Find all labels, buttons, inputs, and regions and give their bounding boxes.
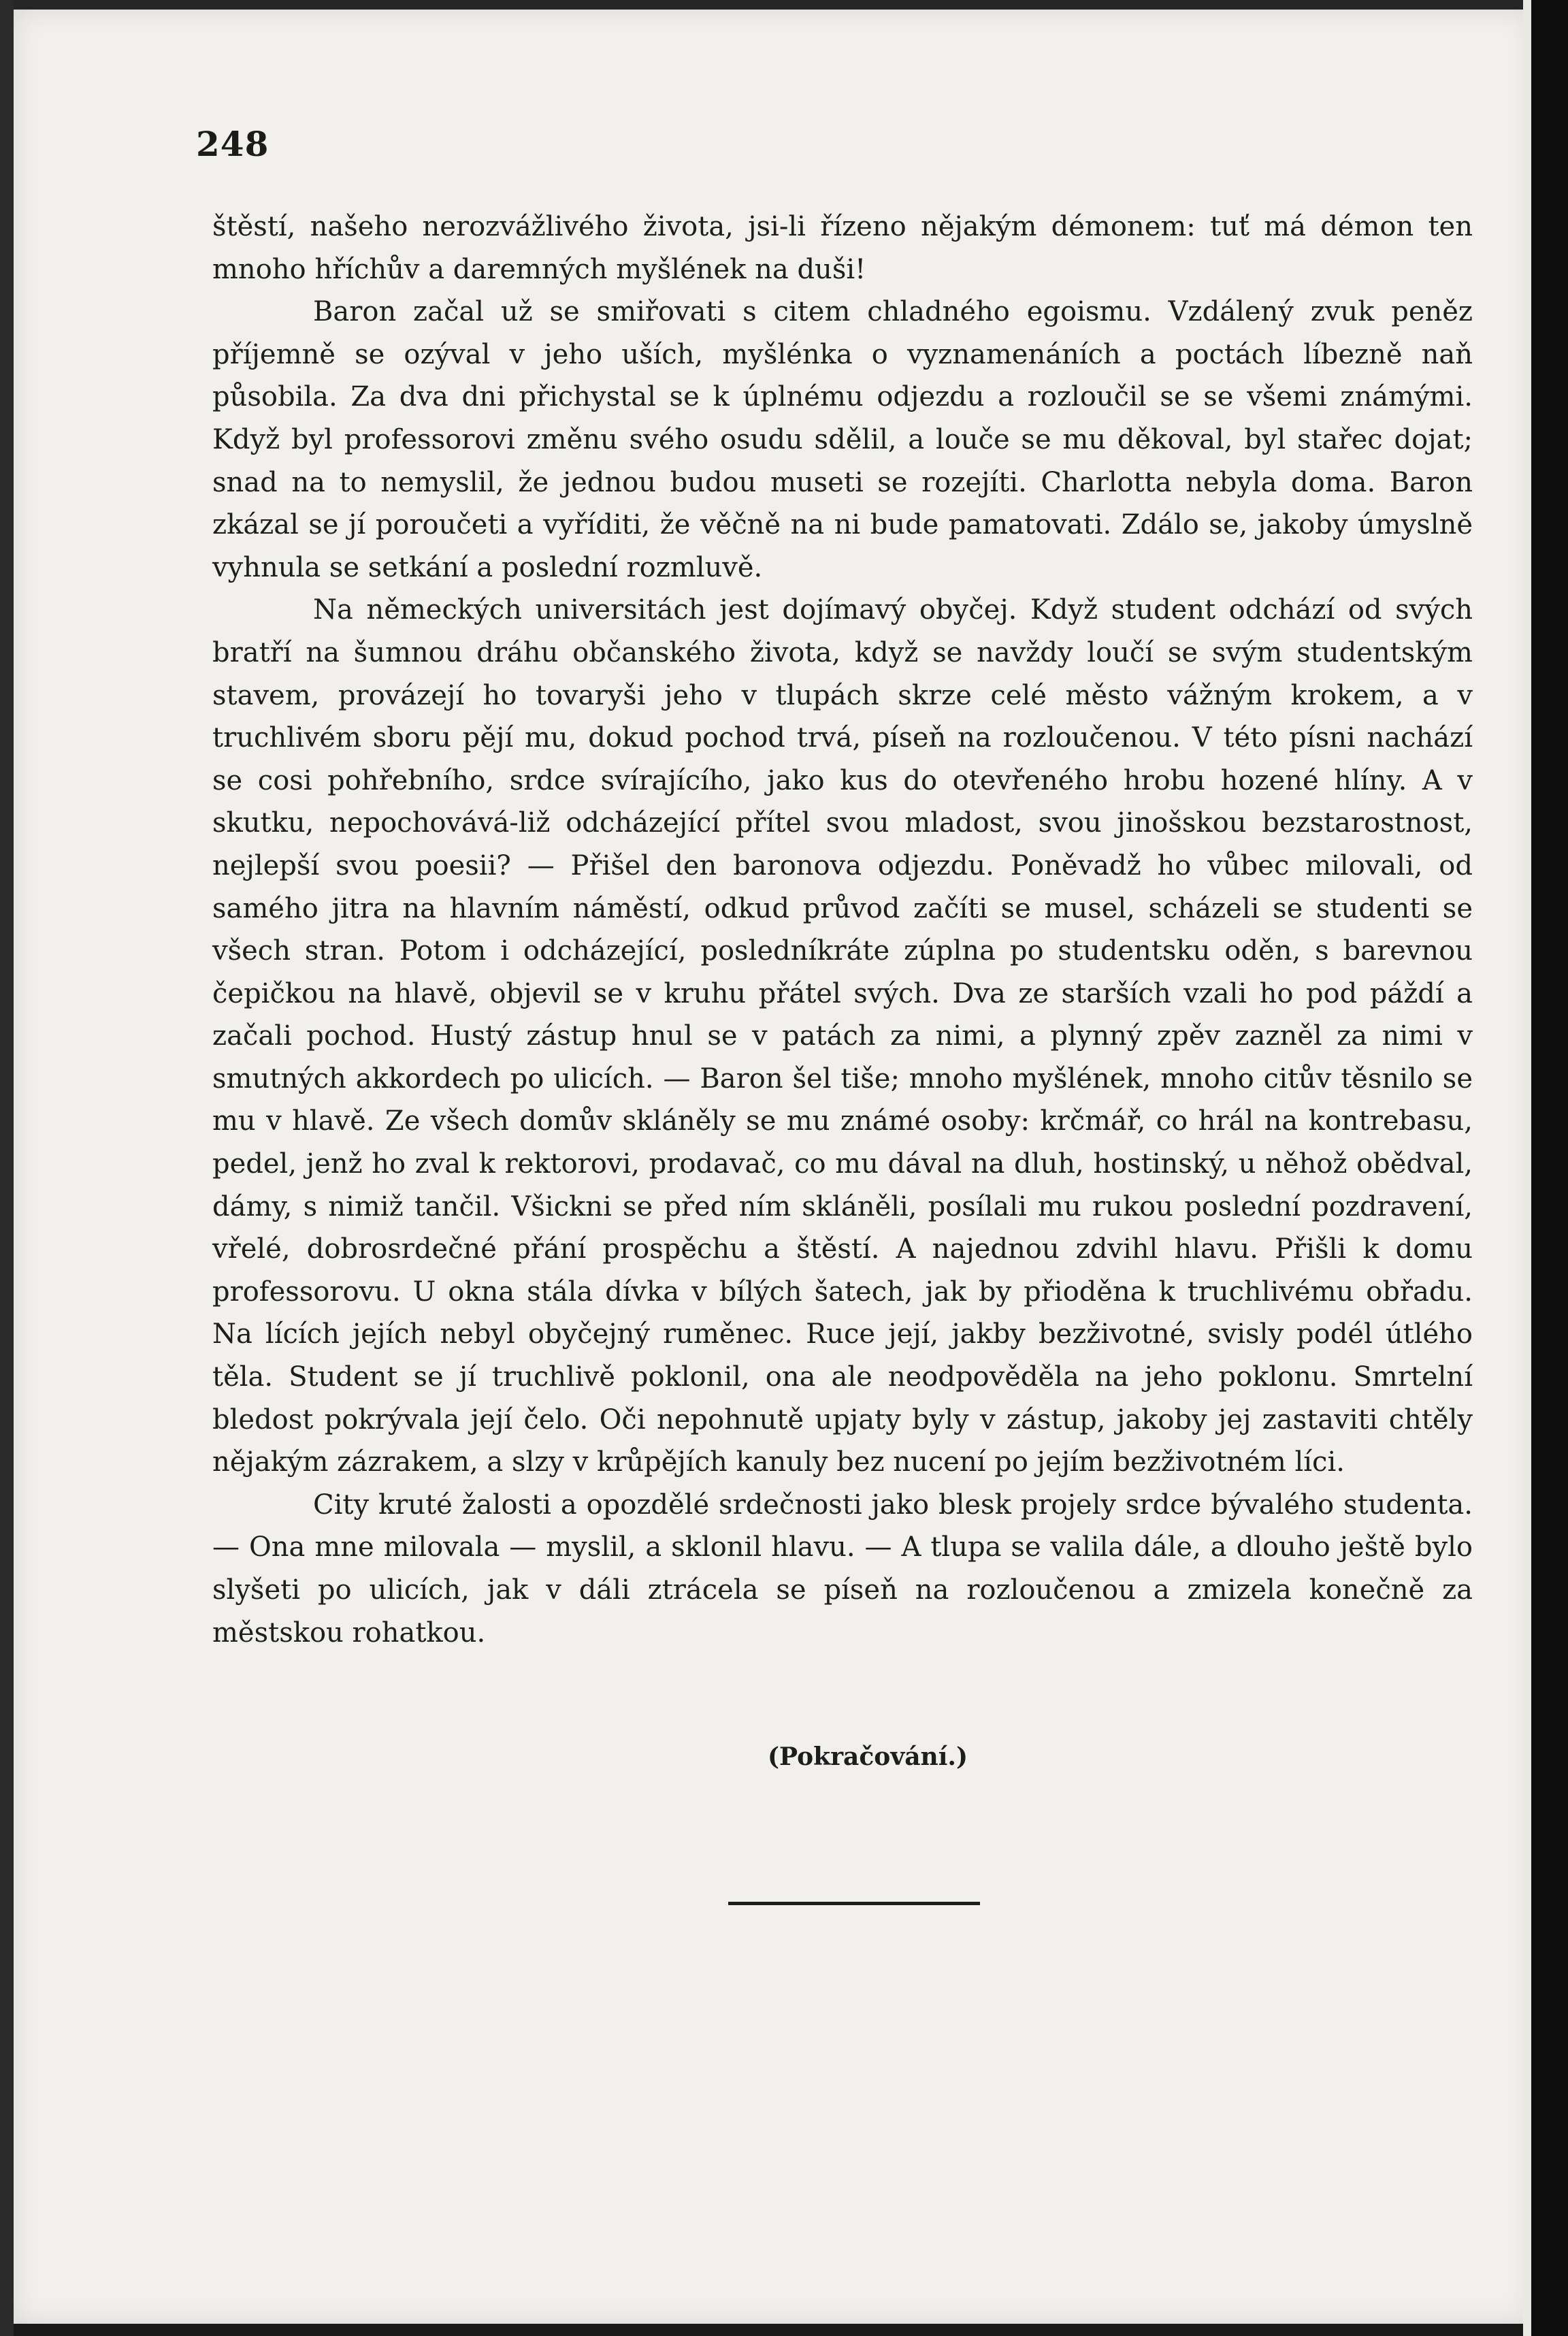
scan-top-edge	[0, 0, 1568, 10]
paragraph-1: štěstí, našeho nerozvážlivého života, jsi-li řízeno nějakým démonem: tuť má démon ten mnoho hříchův a daremných myšlének na duši!	[212, 211, 1473, 285]
paragraph-2: Baron začal už se smiřovati s citem chladného egoismu. Vzdálený zvuk peněz příjemně se ozýval v jeho uších, myšlénka o vyznamenáních a poctách líbezně naň působila. Za dva dni přichystal se k úplnému odjezdu a rozloučil se se všemi známými. Když byl professorovi změnu svého osudu sdělil, a louče se mu děkoval, byl stařec dojat; snad na to nemyslil, že jednou budou museti se rozejíti. Charlotta nebyla doma. Baron zkázal se jí poroučeti a vyříditi, že věčně na ni bude pamatovati. Zdálo se, jakoby úmyslně vyhnula se setkání a poslední rozmluvě.	[212, 296, 1473, 583]
scan-left-edge	[0, 0, 14, 2336]
scan-right-edge	[1531, 0, 1568, 2336]
paragraph-4: City kruté žalosti a opozdělé srdečnosti jako blesk projely srdce bývalého studenta. — Ona mne milovala — myslil, a sklonil hlavu. — A tlupa se valila dále, a dlouho ještě bylo slyšeti po ulicích, jak v dáli ztrácela se píseň na rozloučenou a zmizela konečně za městskou rohatkou.	[212, 1489, 1473, 1649]
book-page	[14, 10, 1531, 2324]
section-divider	[728, 1902, 980, 1905]
continuation-note: (Pokračování.)	[768, 1742, 968, 1771]
paragraph-3: Na německých universitách jest dojímavý obyčej. Když student odchází od svých bratří na šumnou dráhu občanského života, když se navždy loučí se svým studentským stavem, provázejí ho tovaryši jeho v tlupách skrze celé město vážným krokem, a v truchlivém sboru pějí mu, dokud pochod trvá, píseň na rozloučenou. V této písni nachází se cosi pohřebního, srdce svírajícího, jako kus do otevřeného hrobu hozené hlíny. A v skutku, nepochovává-liž odcházející přítel svou mladost, svou jinošskou bezstarostnost, nejlepší svou poesii? — Přišel den baronova odjezdu. Poněvadž ho vůbec milovali, od samého jitra na hlavním náměstí, odkud průvod začíti se musel, scházeli se studenti se všech stran. Potom i odcházející, posledníkráte zúplna po studentsku oděn, s barevnou čepičkou na hlavě, objevil se v kruhu přátel svých. Dva ze starších vzali ho pod páždí a začali pochod. Hustý zástup hnul se v patách za nimi, a plynný zpěv zazněl za nimi v smutných akkordech po ulicích. — Baron šel tiše; mnoho myšlének, mnoho citův těsnilo se mu v hlavě. Ze všech domův skláněly se mu známé osoby: krčmář, co hrál na kontrebasu, pedel, jenž ho zval k rektorovi, prodavač, co mu dával na dluh, hostinský, u něhož obědval, dámy, s nimiž tančil. Všickni se před ním skláněli, posílali mu rukou poslední pozdravení, vřelé, dobrosrdečné přání prospěchu a štěstí. A najednou zdvihl hlavu. Přišli k domu professorovu. U okna stála dívka v bílých šatech, jak by přioděna k truchlivému obřadu. Na lících jejích nebyl obyčejný ruměnec. Ruce její, jakby bezživotné, svisly podél útlého těla. Student se jí truchlivě poklonil, ona ale neodpověděla na jeho poklonu. Smrtelní bledost pokrývala její čelo. Oči nepohnutě upjaty byly v zástup, jakoby jej zastaviti chtěly nějakým zázrakem, a slzy v krůpějích kanuly bez nucení po jejím bezživotném líci.	[212, 594, 1473, 1478]
next-page-edge	[1523, 0, 1531, 2336]
body-text	[212, 206, 1473, 1654]
page-number: 248	[196, 124, 270, 164]
